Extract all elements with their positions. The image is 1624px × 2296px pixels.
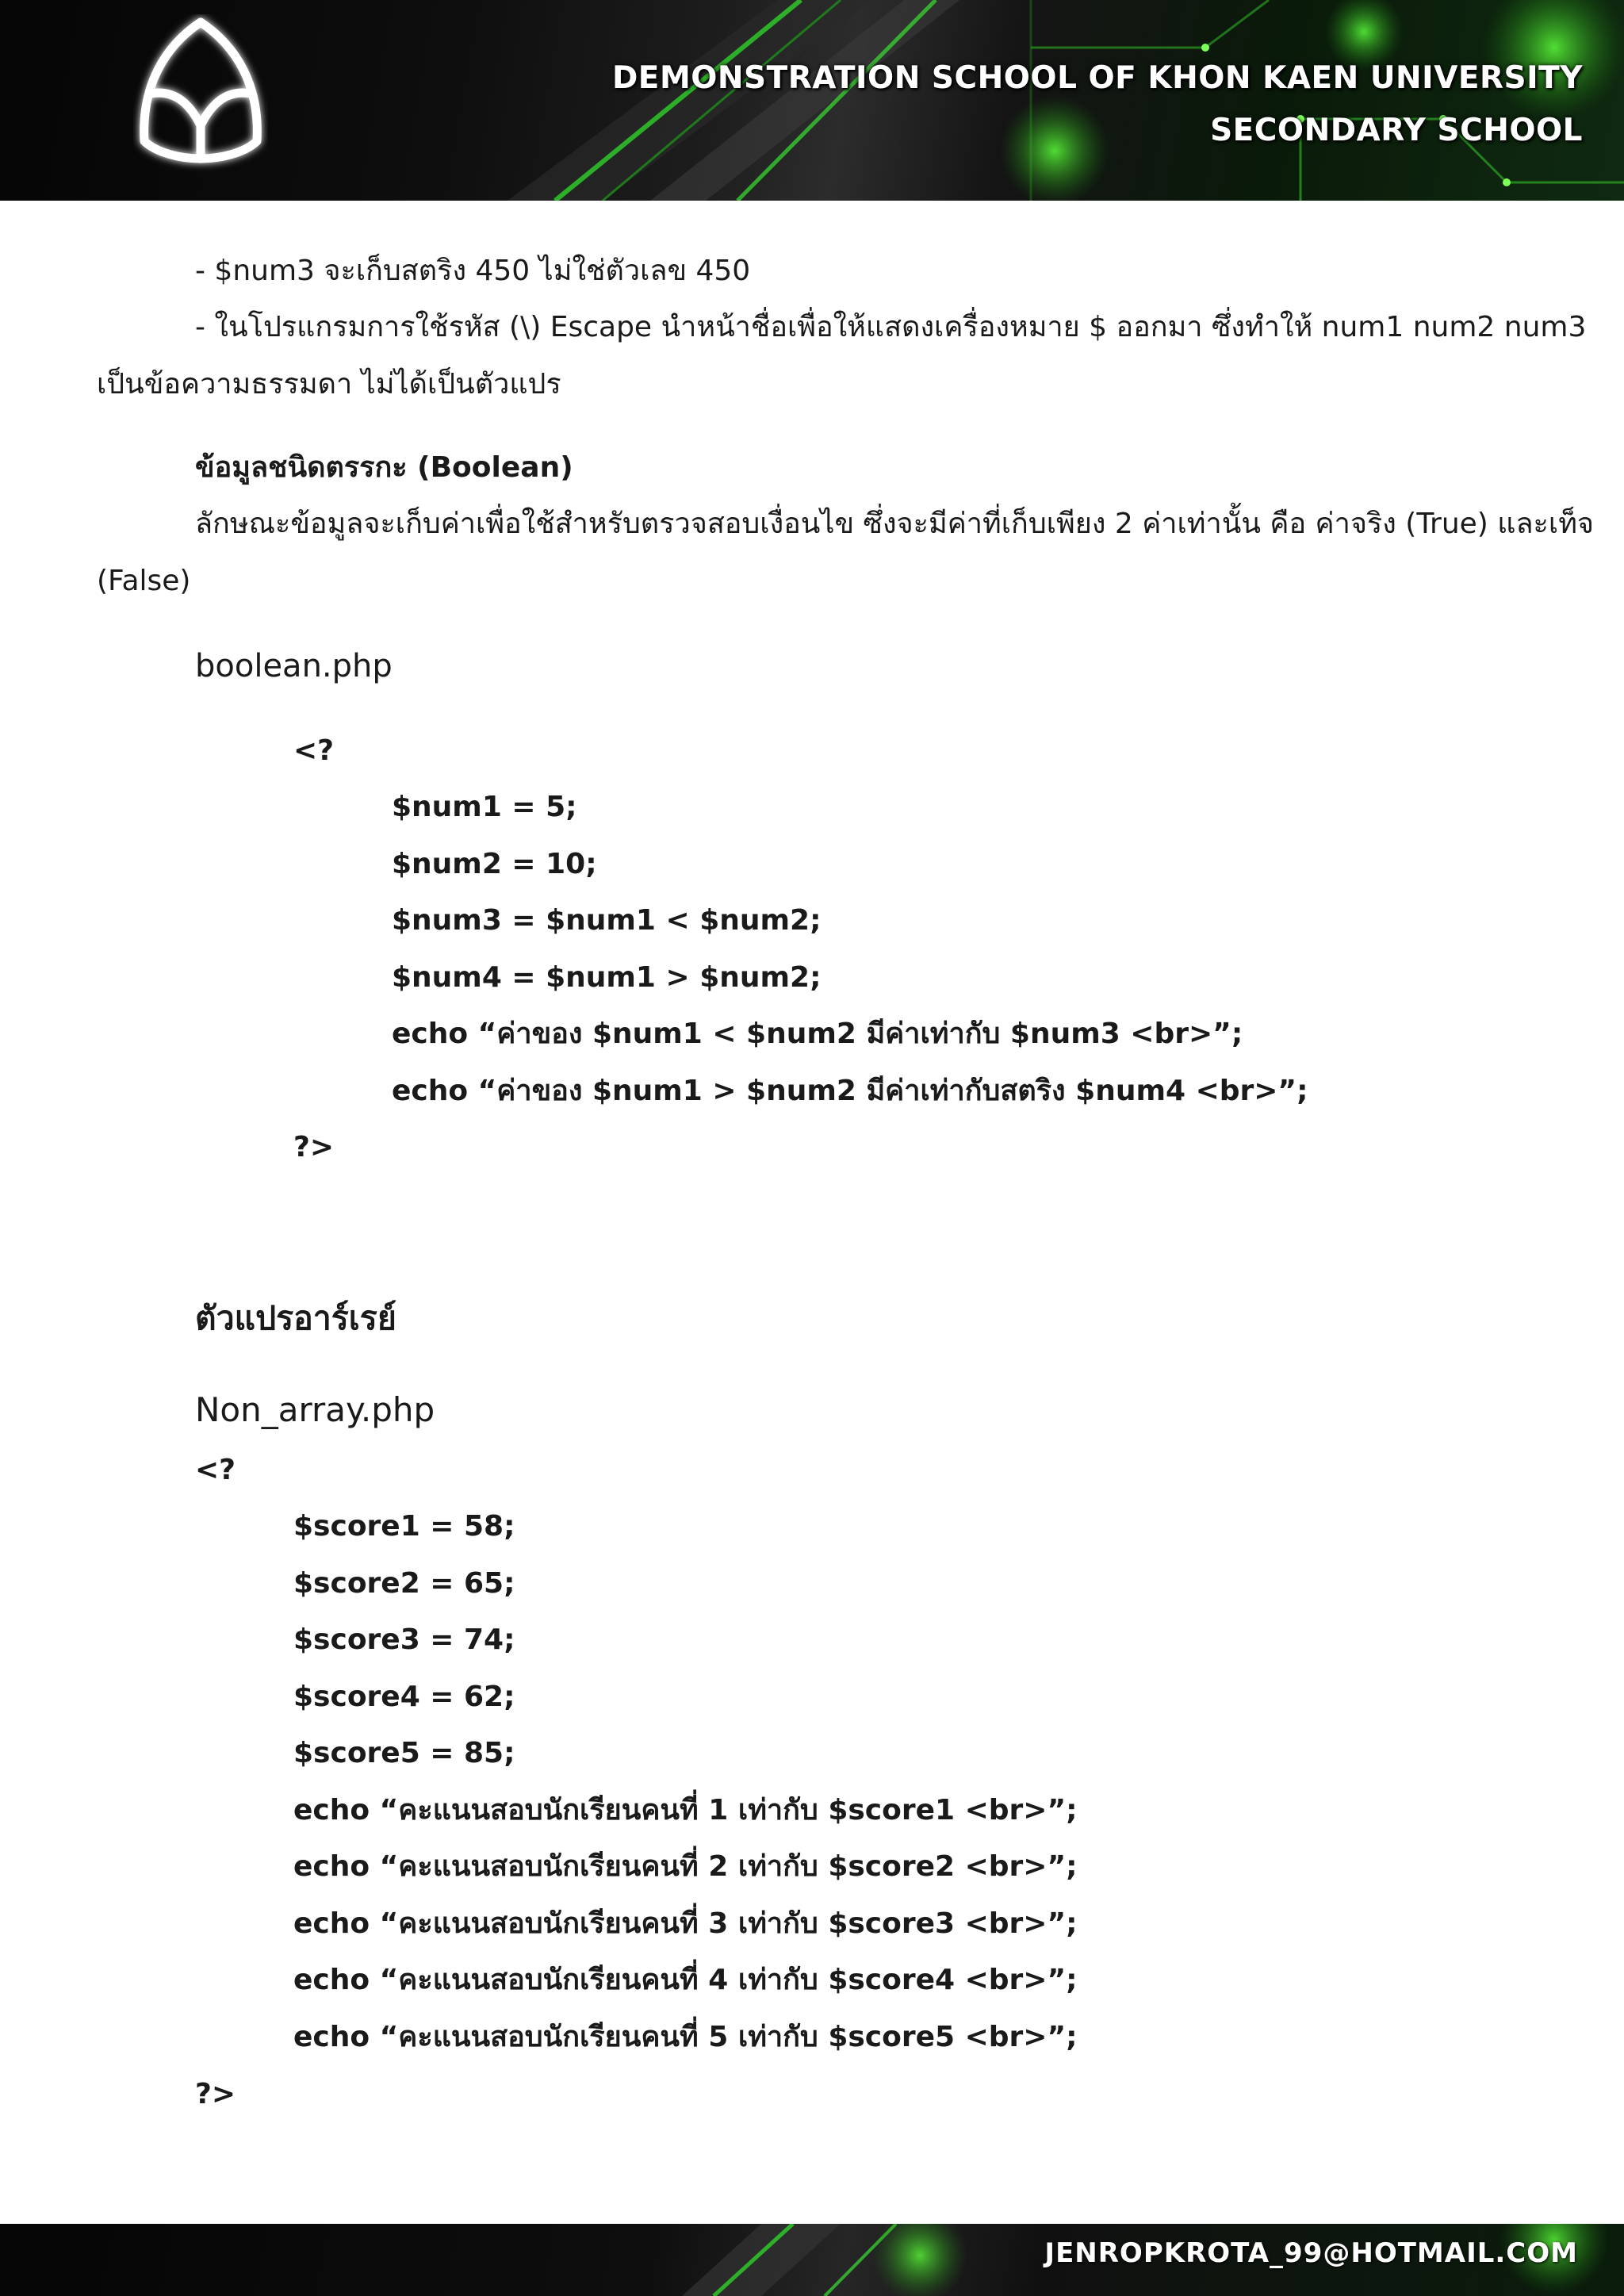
paragraph-escape-note-line2: เป็นข้อความธรรมดา ไม่ได้เป็นตัวแปร [97,368,561,401]
code-line: <? [195,1454,236,1486]
code-line: echo “คะแนนสอบนักเรียนคนที่ 5 เท่ากับ $score5 <br>”; [293,2021,1078,2053]
school-logo [133,14,268,173]
school-title-line2: SECONDARY SCHOOL [1210,113,1583,148]
code-line: $score5 = 85; [293,1737,515,1769]
code-line: $num4 = $num1 > $num2; [392,961,822,994]
code-line: $num2 = 10; [392,848,597,880]
array-filename: Non_array.php [195,1390,435,1429]
header-banner [0,0,1624,201]
code-line: $num1 = 5; [392,791,577,823]
code-line: $score1 = 58; [293,1510,515,1543]
code-line: echo “คะแนนสอบนักเรียนคนที่ 4 เท่ากับ $score4 <br>”; [293,1964,1078,1996]
contact-email: JENROPKROTA_99@HOTMAIL.COM [1044,2237,1578,2269]
code-line: $score3 = 74; [293,1623,515,1656]
footer-banner [0,2224,1624,2296]
code-line: $score4 = 62; [293,1681,515,1713]
array-heading: ตัวแปรอาร์เรย์ [195,1299,396,1337]
code-line: echo “ค่าของ $num1 > $num2 มีค่าเท่ากับสตริง $num4 <br>”; [392,1075,1308,1107]
code-line: echo “คะแนนสอบนักเรียนคนที่ 2 เท่ากับ $score2 <br>”; [293,1850,1078,1883]
school-title-line1: DEMONSTRATION SCHOOL OF KHON KAEN UNIVERSITY [611,60,1583,96]
code-line: ?> [195,2078,236,2110]
code-line: $score2 = 65; [293,1567,515,1600]
boolean-filename: boolean.php [195,648,393,684]
paragraph-escape-note-line1: - ในโปรแกรมการใช้รหัส (\) Escape นำหน้าชื่อเพื่อให้แสดงเครื่องหมาย $ ออกมา ซึ่งทำให้ num1 num2 num3 [195,311,1587,343]
paragraph-num3-note: - $num3 จะเก็บสตริง 450 ไม่ใช่ตัวเลข 450 [195,255,751,287]
code-line: echo “ค่าของ $num1 < $num2 มีค่าเท่ากับ $num3 <br>”; [392,1018,1243,1050]
code-line: echo “คะแนนสอบนักเรียนคนที่ 1 เท่ากับ $score1 <br>”; [293,1794,1078,1826]
code-line: ?> [293,1131,335,1163]
paragraph-boolean-line2: (False) [97,565,191,597]
code-line: <? [293,734,335,767]
code-line: echo “คะแนนสอบนักเรียนคนที่ 3 เท่ากับ $score3 <br>”; [293,1907,1078,1940]
boolean-heading: ข้อมูลชนิดตรรกะ (Boolean) [195,451,573,484]
code-line: $num3 = $num1 < $num2; [392,904,822,937]
paragraph-boolean-line1: ลักษณะข้อมูลจะเก็บค่าเพื่อใช้สำหรับตรวจสอบเงื่อนไข ซึ่งจะมีค่าที่เก็บเพียง 2 ค่าเท่านั้น คือ ค่าจริง (True) และเท็จ [195,508,1595,540]
